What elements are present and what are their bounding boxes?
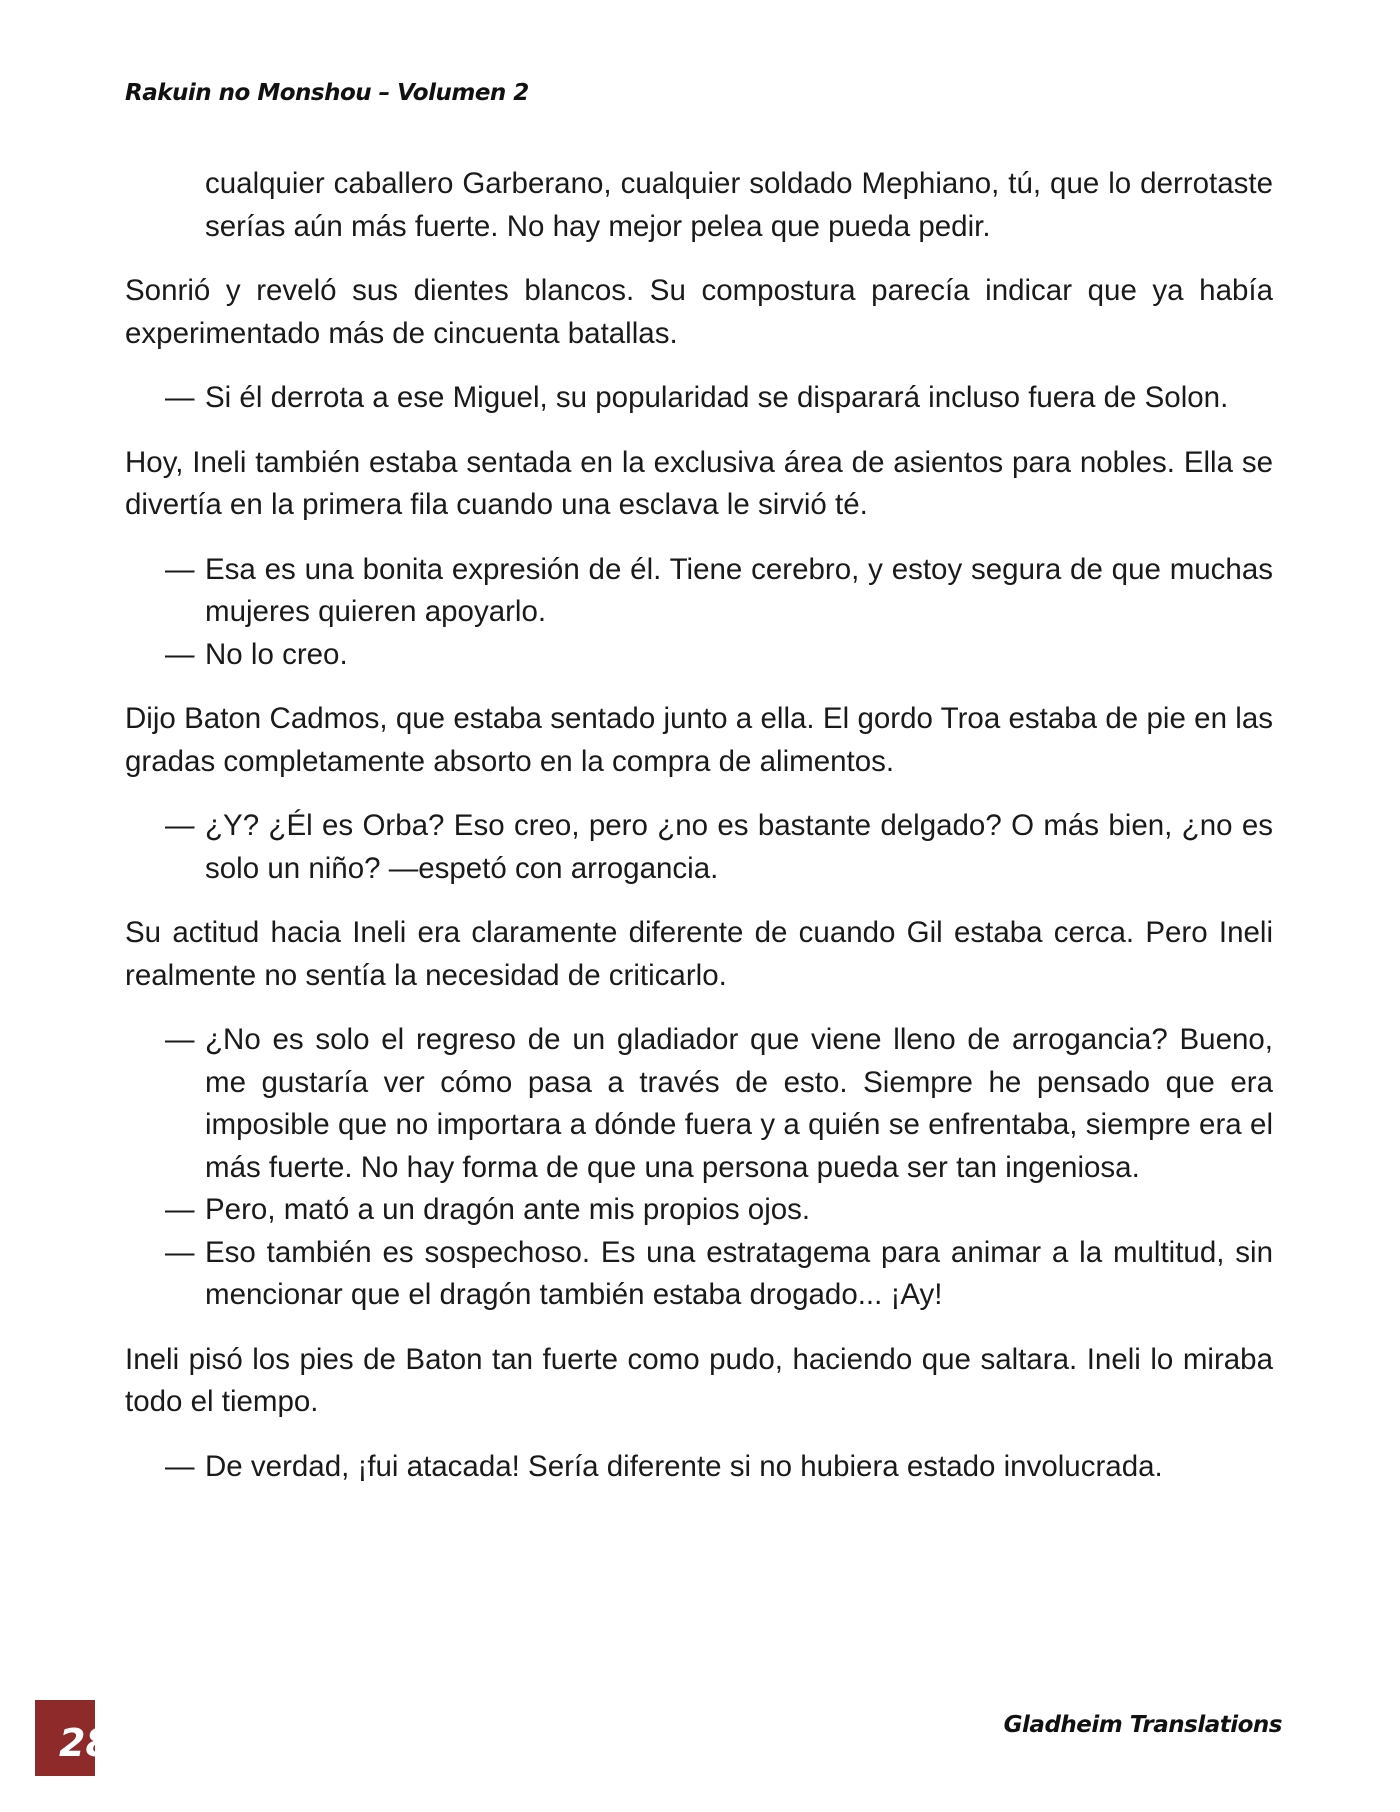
narration-paragraph: Ineli pisó los pies de Baton tan fuerte como pudo, haciendo que saltara. Ineli lo miraba todo el tiempo. xyxy=(125,1342,1273,1418)
dialogue-continuation: cualquier caballero Garberano, cualquier soldado Mephiano, tú, que lo derrotaste serías aún más fuerte. No hay mejor pelea que pueda pedir. xyxy=(205,167,1273,243)
dialogue-line xyxy=(165,1189,1273,1232)
dialogue-dash: — xyxy=(165,552,195,586)
narration-paragraph: Hoy, Ineli también estaba sentada en la exclusiva área de asientos para nobles. Ella se divertía en la primera fila cuando una esclava le sirvió té. xyxy=(125,445,1273,521)
dialogue-text: No lo creo. xyxy=(205,637,348,671)
dialogue-dash: — xyxy=(165,1023,195,1056)
dialogue-line xyxy=(165,1019,1273,1189)
dialogue-line xyxy=(165,1446,1273,1489)
dialogue-line xyxy=(165,549,1273,634)
page-number-underline xyxy=(35,1772,95,1776)
dialogue-group xyxy=(125,1019,1273,1317)
dialogue-text: Esa es una bonita expresión de él. Tiene cerebro, y estoy segura de que muchas mujeres quieren apoyarlo. xyxy=(205,552,1273,628)
page-number-box xyxy=(35,1700,112,1772)
dialogue-dash: — xyxy=(165,1449,195,1483)
narration-paragraph: Dijo Baton Cadmos, que estaba sentado junto a ella. El gordo Troa estaba de pie en las gradas completamente absorto en la compra de alimentos. xyxy=(125,702,1273,778)
dialogue-dash: — xyxy=(165,637,195,671)
footer-credit: Gladheim Translations xyxy=(1003,1712,1282,1738)
narration-paragraph: Su actitud hacia Ineli era claramente diferente de cuando Gil estaba cerca. Pero Ineli realmente no sentía la necesidad de criticarlo. xyxy=(125,916,1273,992)
dialogue-group xyxy=(125,805,1273,890)
dialogue-text: Eso también es sospechoso. Es una estratagema para animar a la multitud, sin mencionar que el dragón también estaba drogado... ¡Ay! xyxy=(205,1235,1273,1311)
dialogue-dash: — xyxy=(165,1235,195,1269)
dialogue-text: De verdad, ¡fui atacada! Sería diferente si no hubiera estado involucrada. xyxy=(205,1449,1163,1483)
dialogue-dash: — xyxy=(165,381,195,414)
dialogue-line xyxy=(165,1232,1273,1317)
dialogue-text: Si él derrota a ese Miguel, su popularidad se disparará incluso fuera de Solon. xyxy=(205,381,1229,414)
dialogue-line xyxy=(165,634,1273,677)
dialogue-group xyxy=(125,1446,1273,1489)
body-text xyxy=(125,163,1273,1510)
dialogue-group xyxy=(125,377,1273,420)
dialogue-text: Pero, mató a un dragón ante mis propios ojos. xyxy=(205,1193,811,1226)
dialogue-dash: — xyxy=(165,1193,195,1226)
page-number: 28 xyxy=(59,1721,112,1765)
narration-paragraph: Sonrió y reveló sus dientes blancos. Su compostura parecía indicar que ya había experimentado más de cincuenta batallas. xyxy=(125,274,1273,350)
dialogue-line xyxy=(165,805,1273,890)
dialogue-dash: — xyxy=(165,809,195,842)
dialogue-text: ¿No es solo el regreso de un gladiador que viene lleno de arrogancia? Bueno, me gustaría ver cómo pasa a través de esto. Siempre he pensado que era imposible que no importara a dónde fuera y a quién se enfrentaba, siempre era el más fuerte. No hay forma de que una persona pueda ser tan ingeniosa. xyxy=(205,1023,1273,1184)
dialogue-group xyxy=(125,549,1273,677)
running-header: Rakuin no Monshou – Volumen 2 xyxy=(125,80,529,106)
dialogue-line xyxy=(165,377,1273,420)
dialogue-text: ¿Y? ¿Él es Orba? Eso creo, pero ¿no es bastante delgado? O más bien, ¿no es solo un niño? —espetó con arrogancia. xyxy=(205,809,1273,885)
